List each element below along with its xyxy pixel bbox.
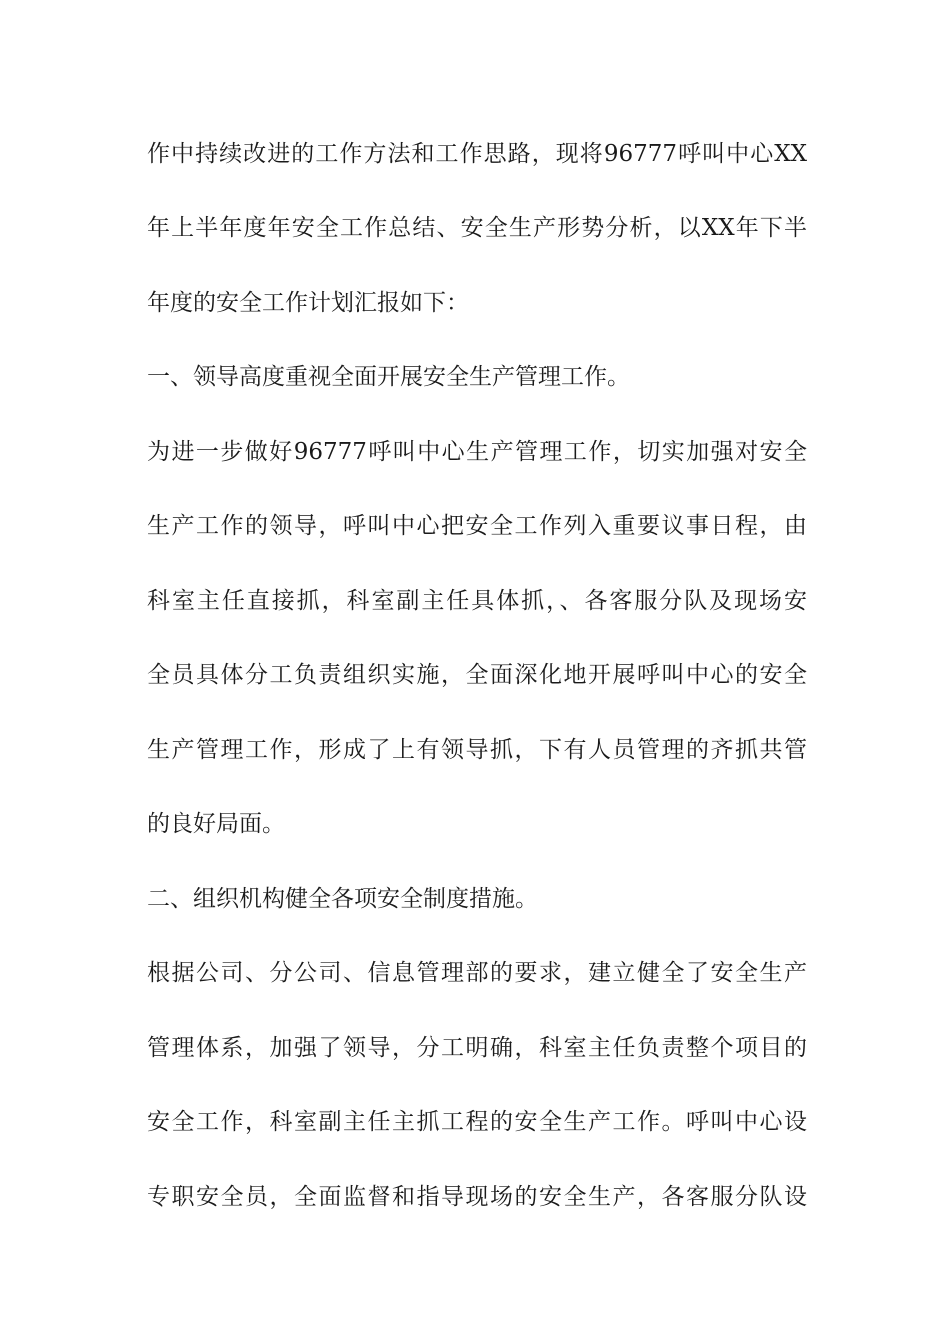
text-line: 为进一步做好96777呼叫中心生产管理工作，切实加强对安全 — [147, 439, 807, 465]
text-line: 生产管理工作，形成了上有领导抓，下有人员管理的齐抓共管 — [147, 737, 807, 763]
text-line: 专职安全员，全面监督和指导现场的安全生产，各客服分队设 — [147, 1184, 807, 1210]
section-heading-1: 一、领导高度重视全面开展安全生产管理工作。 — [147, 364, 630, 390]
text-line: 全员具体分工负责组织实施，全面深化地开展呼叫中心的安全 — [147, 662, 807, 688]
text-line: 科室主任直接抓，科室副主任具体抓，、各客服分队及现场安 — [147, 588, 807, 614]
text-line: 生产工作的领导，呼叫中心把安全工作列入重要议事日程，由 — [147, 513, 807, 539]
text-line: 的良好局面。 — [147, 811, 285, 837]
section-heading-2: 二、组织机构健全各项安全制度措施。 — [147, 886, 538, 912]
text-line: 安全工作，科室副主任主抓工程的安全生产工作。呼叫中心设 — [147, 1109, 807, 1135]
text-line: 年上半年度年安全工作总结、安全生产形势分析，以XX年下半 — [147, 215, 807, 241]
text-line: 作中持续改进的工作方法和工作思路，现将96777呼叫中心XX — [147, 141, 807, 167]
text-line: 年度的安全工作计划汇报如下： — [147, 290, 469, 316]
text-line: 管理体系，加强了领导，分工明确，科室主任负责整个项目的 — [147, 1035, 807, 1061]
text-line: 根据公司、分公司、信息管理部的要求，建立健全了安全生产 — [147, 960, 807, 986]
